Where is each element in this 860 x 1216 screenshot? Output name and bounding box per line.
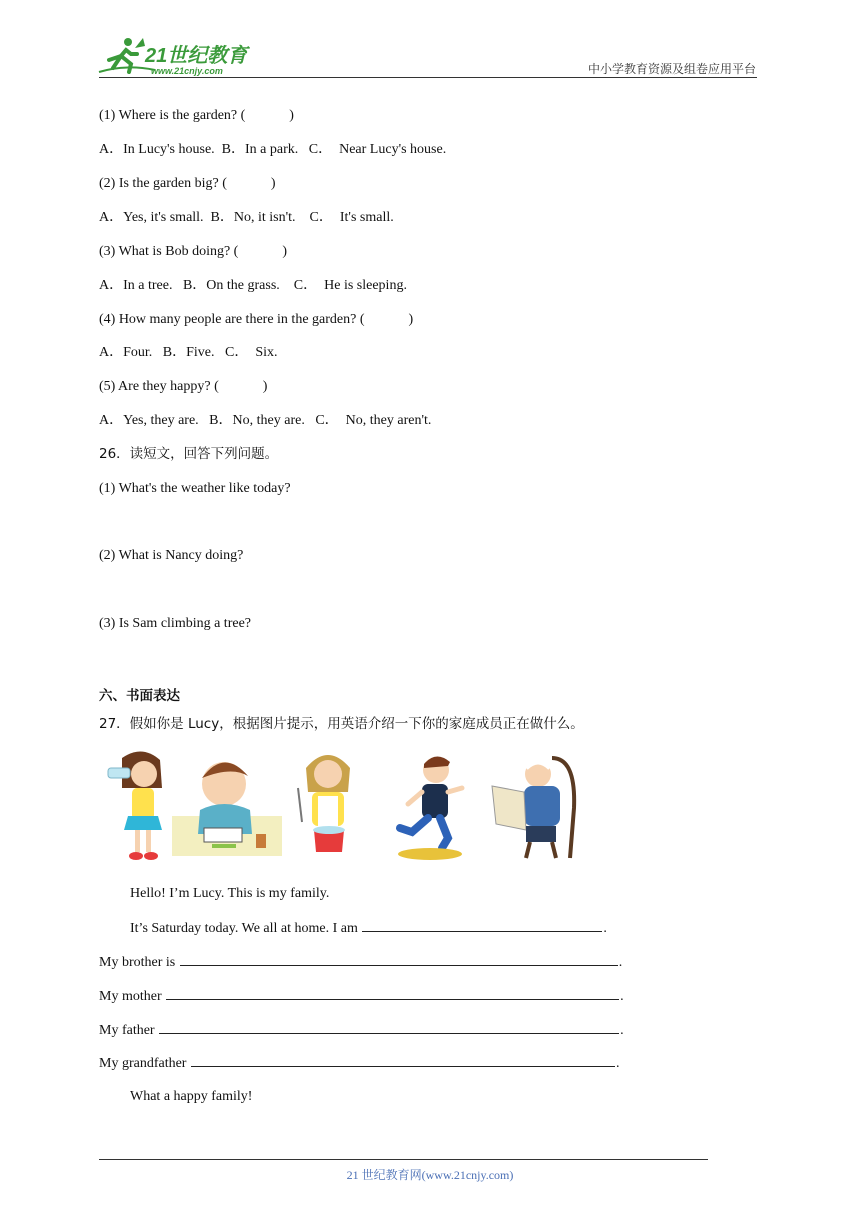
answer-blank-mother[interactable] bbox=[166, 987, 619, 1000]
question-5-options: A．Yes, they are. B．No, they are. C． No, they aren't. bbox=[99, 413, 432, 428]
writing-line-i-am: It’s Saturday today. We all at home. I am . bbox=[130, 921, 607, 936]
answer-blank-i-am[interactable] bbox=[362, 919, 602, 932]
writing-line-father: My father . bbox=[99, 1023, 624, 1038]
q26-item-3: (3) Is Sam climbing a tree? bbox=[99, 616, 252, 631]
mother-cooking-image bbox=[288, 748, 368, 864]
section-6-heading: 六、书面表达 bbox=[99, 688, 180, 704]
father-running-image bbox=[390, 748, 470, 864]
answer-blank-brother[interactable] bbox=[180, 953, 618, 966]
q26-item-1: (1) What's the weather like today? bbox=[99, 481, 291, 496]
question-26-title: 26．读短文，回答下列问题。 bbox=[99, 446, 279, 462]
question-5: (5) Are they happy? ( ) bbox=[99, 379, 268, 394]
header-platform-text: 中小学教育资源及组卷应用平台 bbox=[587, 62, 756, 76]
svg-text:www.21cnjy.com: www.21cnjy.com bbox=[151, 66, 223, 76]
question-2-options: A．Yes, it's small. B．No, it isn't. C． It's small. bbox=[99, 210, 394, 225]
footer-divider bbox=[99, 1159, 708, 1160]
header-divider bbox=[99, 77, 757, 78]
question-1: (1) Where is the garden? ( ) bbox=[99, 108, 294, 123]
question-27-prompt: 27．假如你是 Lucy，根据图片提示，用英语介绍一下你的家庭成员正在做什么。 bbox=[99, 716, 584, 732]
boy-writing-image bbox=[172, 748, 282, 864]
answer-blank-grandfather[interactable] bbox=[191, 1054, 615, 1067]
svg-text:21世纪教育: 21世纪教育 bbox=[145, 45, 248, 67]
girl-drinking-image bbox=[102, 748, 172, 864]
question-2: (2) Is the garden big? ( ) bbox=[99, 176, 276, 191]
question-3-options: A．In a tree. B．On the grass. C． He is sleeping. bbox=[99, 278, 407, 293]
q26-item-2: (2) What is Nancy doing? bbox=[99, 548, 244, 563]
question-4: (4) How many people are there in the garden? ( ) bbox=[99, 312, 414, 327]
grandfather-reading-image bbox=[490, 748, 580, 864]
question-3: (3) What is Bob doing? ( ) bbox=[99, 244, 288, 259]
writing-intro: Hello! I’m Lucy. This is my family. bbox=[130, 886, 330, 901]
writing-closing: What a happy family! bbox=[130, 1089, 253, 1104]
site-logo bbox=[95, 34, 265, 78]
writing-line-mother: My mother . bbox=[99, 989, 624, 1004]
answer-blank-father[interactable] bbox=[159, 1021, 619, 1034]
question-1-options: A．In Lucy's house. B．In a park. C． Near Lucy's house. bbox=[99, 142, 447, 157]
writing-line-brother: My brother is . bbox=[99, 955, 623, 970]
question-4-options: A．Four. B．Five. C． Six. bbox=[99, 345, 278, 360]
footer-site-link[interactable]: 21 世纪教育网(www.21cnjy.com) bbox=[346, 1168, 514, 1182]
writing-line-grandfather: My grandfather . bbox=[99, 1056, 620, 1071]
